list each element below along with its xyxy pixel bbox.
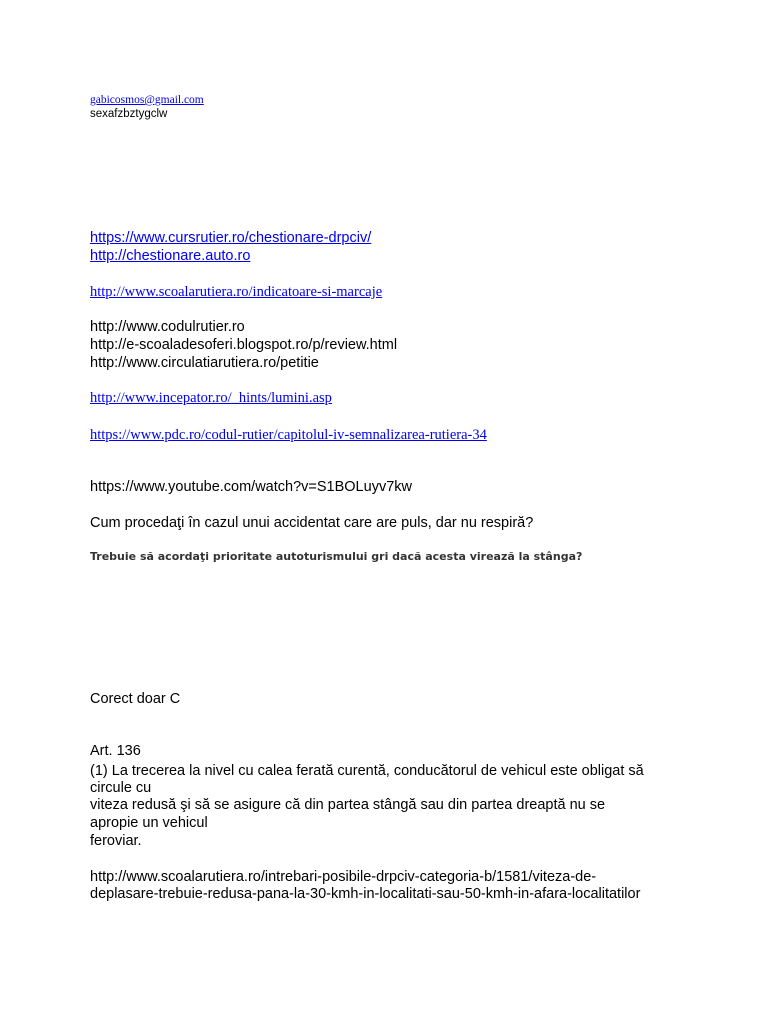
answer-text: Corect doar C <box>90 691 181 707</box>
question-1: Cum procedaţi în cazul unui accidentat care are puls, dar nu respiră? <box>90 515 534 531</box>
article-line: circule cu <box>90 780 152 796</box>
link-incepator[interactable]: http://www.incepator.ro/_hints/lumini.asp <box>90 390 332 406</box>
link-cursrutier[interactable]: https://www.cursrutier.ro/chestionare-drpciv/ <box>90 230 372 246</box>
final-url-line: http://www.scoalarutiera.ro/intrebari-posibile-drpciv-categoria-b/1581/viteza-de- <box>90 869 597 885</box>
article-title: Art. 136 <box>90 743 141 759</box>
code-text: sexafzbztygclw <box>90 108 168 120</box>
email-link[interactable]: gabicosmos@gmail.com <box>90 94 204 106</box>
url-youtube: https://www.youtube.com/watch?v=S1BOLuyv7kw <box>90 479 412 495</box>
final-url-line: deplasare-trebuie-redusa-pana-la-30-kmh-in-localitati-sau-50-kmh-in-afara-localitatilor <box>90 886 641 902</box>
question-2: Trebuie să acordaţi prioritate autoturismului gri dacă acesta virează la stânga? <box>90 550 583 563</box>
link-pdc[interactable]: https://www.pdc.ro/codul-rutier/capitolul-iv-semnalizarea-rutiera-34 <box>90 427 487 443</box>
article-line: apropie un vehicul <box>90 815 208 831</box>
article-line: feroviar. <box>90 833 142 849</box>
link-chestionare-auto[interactable]: http://chestionare.auto.ro <box>90 248 251 264</box>
link-scoalarutiera-indicatoare[interactable]: http://www.scoalarutiera.ro/indicatoare-si-marcaje <box>90 284 383 300</box>
url-circulatiarutiera: http://www.circulatiarutiera.ro/petitie <box>90 355 319 371</box>
url-codulrutier: http://www.codulrutier.ro <box>90 319 245 335</box>
article-line: viteza redusă şi să se asigure că din partea stângă sau din partea dreaptă nu se <box>90 797 606 813</box>
url-e-scoaladesoferi: http://e-scoaladesoferi.blogspot.ro/p/review.html <box>90 337 398 353</box>
article-line: (1) La trecerea la nivel cu calea ferată curentă, conducătorul de vehicul este obligat să <box>90 763 644 779</box>
